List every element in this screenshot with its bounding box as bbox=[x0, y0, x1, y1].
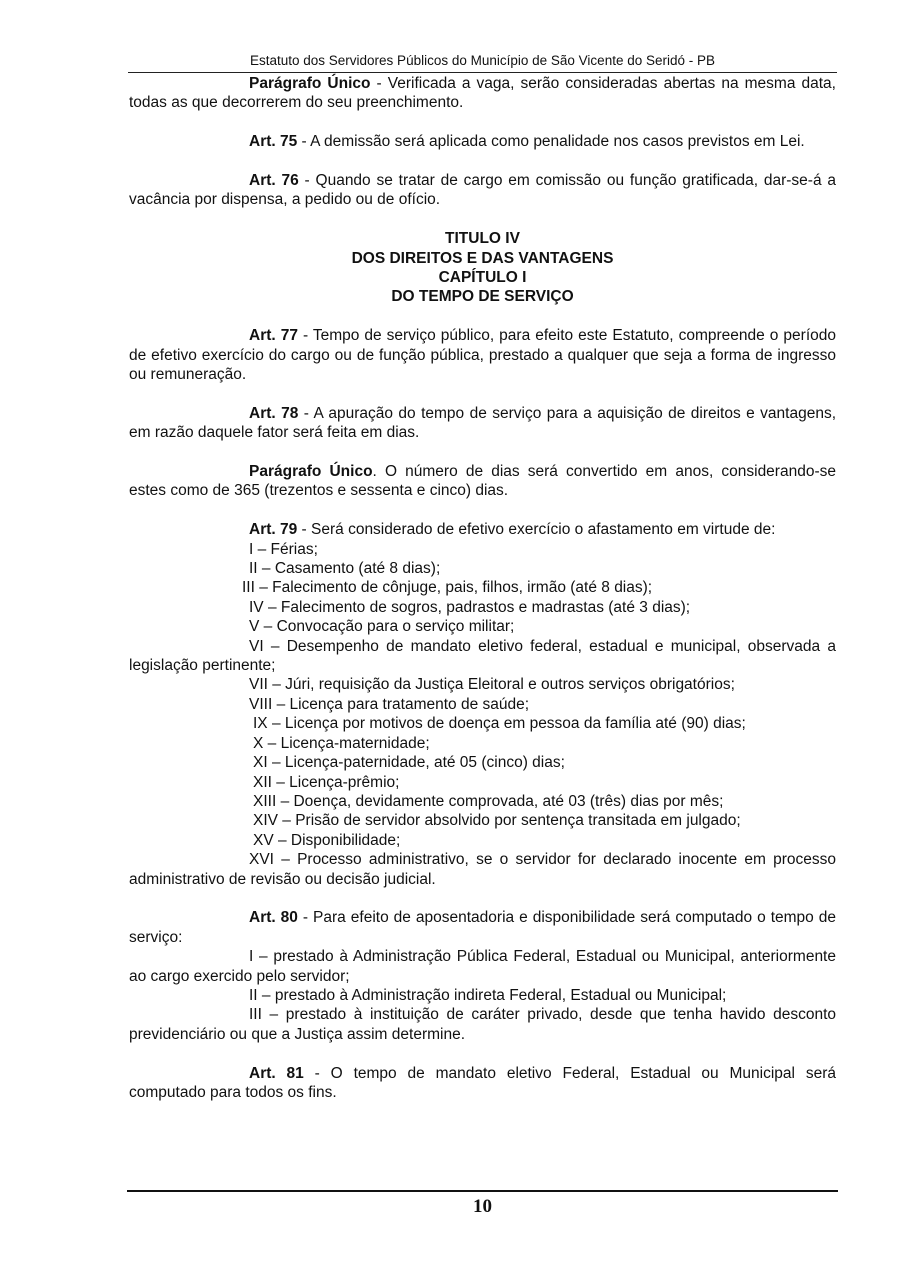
list-item: I – Férias; bbox=[249, 540, 318, 558]
label: Art. 78 bbox=[249, 404, 299, 422]
text: - Para efeito de aposentadoria e disponibilidade será computado o tempo de serviço: bbox=[129, 909, 836, 946]
list-item: VII – Júri, requisição da Justiça Eleitoral e outros serviços obrigatórios; bbox=[249, 676, 735, 694]
article-80-list bbox=[129, 947, 836, 1044]
list-item: IV – Falecimento de sogros, padrastos e madrastas (até 3 dias); bbox=[249, 598, 691, 616]
label: Art. 75 bbox=[249, 133, 298, 151]
paragraph-unico-vaga bbox=[129, 74, 836, 113]
text: - Quando se tratar de cargo em comissão ou função gratificada, dar-se-á a vacância por dispensa, a pedido ou de ofício. bbox=[129, 172, 837, 209]
list-item: XV – Disponibilidade; bbox=[253, 831, 401, 849]
page-number: 10 bbox=[473, 1196, 492, 1217]
title-line: TITULO IV bbox=[445, 230, 520, 248]
article-79 bbox=[129, 520, 836, 539]
list-item: III – Falecimento de cônjuge, pais, filhos, irmão (até 8 dias); bbox=[242, 579, 653, 597]
list-item: XVI – Processo administrativo, se o servidor for declarado inocente em processo administrativo de revisão ou decisão judicial. bbox=[129, 851, 836, 888]
label: Art. 76 bbox=[249, 172, 299, 189]
list-item: VI – Desempenho de mandato eletivo federal, estadual e municipal, observada a legislação pertinente; bbox=[129, 637, 836, 675]
list-item: XI – Licença-paternidade, até 05 (cinco) dias; bbox=[253, 754, 565, 772]
list-item: XII – Licença-prêmio; bbox=[253, 773, 400, 791]
article-80 bbox=[129, 908, 836, 947]
label: Parágrafo Único bbox=[249, 75, 371, 92]
article-79-list bbox=[129, 540, 836, 889]
label: Art. 79 bbox=[249, 521, 298, 539]
article-76 bbox=[129, 171, 836, 210]
list-item: II – Casamento (até 8 dias); bbox=[249, 560, 441, 578]
list-item: V – Convocação para o serviço militar; bbox=[249, 618, 515, 636]
text: - Será considerado de efetivo exercício o afastamento em virtude de: bbox=[297, 521, 776, 539]
list-item: VIII – Licença para tratamento de saúde; bbox=[249, 695, 530, 713]
list-item: I – prestado à Administração Pública Federal, Estadual ou Municipal, anteriormente ao cargo exercido pelo servidor; bbox=[129, 948, 836, 985]
list-item: II – prestado à Administração indireta Federal, Estadual ou Municipal; bbox=[249, 986, 727, 1004]
text: - Tempo de serviço público, para efeito este Estatuto, compreende o período de efetivo exercício do cargo ou de função pública, prestado a qualquer que seja a forma de ingresso ou remuneração. bbox=[129, 327, 836, 384]
list-item: X – Licença-maternidade; bbox=[253, 734, 430, 752]
label: Art. 81 bbox=[249, 1064, 304, 1082]
list-item: IX – Licença por motivos de doença em pessoa da família até (90) dias; bbox=[253, 715, 746, 733]
document-body bbox=[129, 74, 836, 1102]
label: Art. 77 bbox=[249, 327, 298, 345]
title-line: CAPÍTULO I bbox=[438, 269, 527, 287]
article-77 bbox=[129, 326, 836, 384]
footer-rule bbox=[127, 1190, 838, 1192]
label: Parágrafo Único bbox=[249, 463, 373, 481]
list-item: XIV – Prisão de servidor absolvido por sentença transitada em julgado; bbox=[253, 812, 741, 830]
article-75 bbox=[129, 132, 836, 151]
article-81 bbox=[129, 1064, 836, 1103]
label: Art. 80 bbox=[249, 909, 298, 927]
list-item: III – prestado à instituição de caráter privado, desde que tenha havido desconto previdenciário ou que a Justiça assim determine. bbox=[129, 1006, 836, 1043]
text: - A demissão será aplicada como penalidade nos casos previstos em Lei. bbox=[297, 133, 805, 151]
text: - O tempo de mandato eletivo Federal, Estadual ou Municipal será computado para todos os fins. bbox=[129, 1064, 836, 1101]
text: - Verificada a vaga, serão consideradas abertas na mesma data, todas as que decorrerem do seu preenchimento. bbox=[129, 75, 836, 112]
list-item: XIII – Doença, devidamente comprovada, até 03 (três) dias por mês; bbox=[253, 792, 724, 810]
article-78 bbox=[129, 404, 836, 443]
title-line: DO TEMPO DE SERVIÇO bbox=[391, 288, 574, 306]
paragraph-unico-dias bbox=[129, 462, 836, 501]
text: . O número de dias será convertido em anos, considerando-se estes como de 365 (trezentos e sessenta e cinco) dias. bbox=[129, 463, 836, 500]
section-title bbox=[129, 229, 836, 307]
running-header: Estatuto dos Servidores Públicos do Município de São Vicente do Seridó - PB bbox=[128, 52, 837, 73]
title-line: DOS DIREITOS E DAS VANTAGENS bbox=[351, 249, 614, 267]
text: - A apuração do tempo de serviço para a aquisição de direitos e vantagens, em razão daquele fator será feita em dias. bbox=[129, 404, 836, 442]
